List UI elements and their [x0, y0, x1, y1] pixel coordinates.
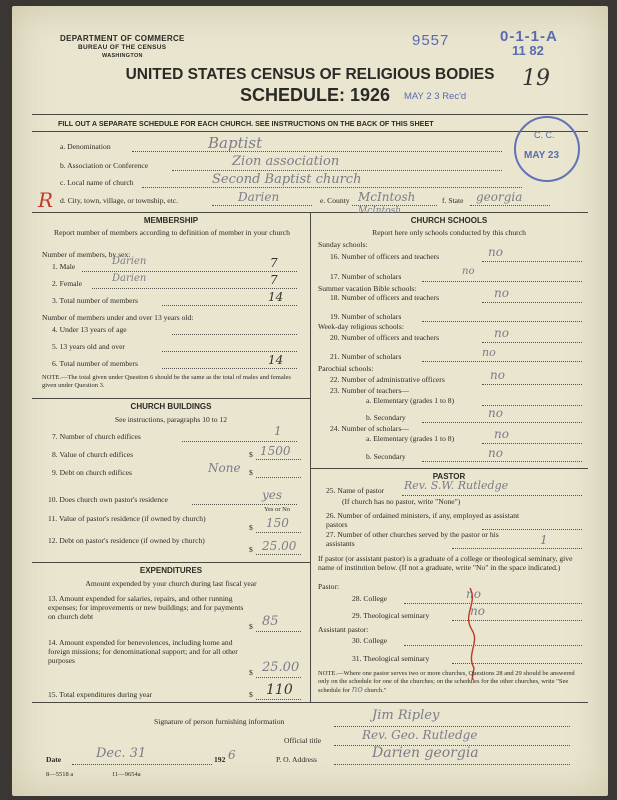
q2-female-label: 2. Female [52, 279, 82, 288]
q8-value-label: 8. Value of church edifices [52, 450, 134, 459]
form-code: 8—5518 a [46, 771, 74, 778]
weekday-schools-label: Week-day religious schools: [318, 322, 404, 331]
q26-label: 26. Number of ordained ministers, if any, employed as assistant pastors [326, 511, 520, 529]
q10-residence-value: yes [262, 488, 283, 502]
signature-value: Jim Ripley [372, 708, 440, 723]
assistant-pastor-label: Assistant pastor: [318, 625, 369, 634]
official-title-value: Rev. Geo. Rutledge [362, 728, 478, 742]
q29-value: no [470, 604, 485, 618]
q28-value: no [466, 587, 481, 601]
signature-label: Signature of person furnishing information [154, 717, 285, 726]
summer-schools-label: Summer vacation Bible schools: [318, 284, 417, 293]
members-by-sex-label: Number of members, by sex: [42, 250, 131, 259]
instruction-banner: FILL OUT A SEPARATE SCHEDULE FOR EACH CHURCH. SEE INSTRUCTIONS ON THE BACK OF THIS SHEET [58, 119, 434, 128]
po-address-label: P. O. Address [276, 755, 317, 764]
schedule-title: SCHEDULE: 1926 [240, 85, 391, 105]
q21-value: no [482, 346, 496, 359]
q17-value: no [462, 266, 475, 277]
buildings-subtitle: See instructions, paragraphs 10 to 12 [114, 415, 228, 424]
q9-debt-label: 9. Debt on church edifices [52, 468, 132, 477]
po-address-value: Darien georgia [372, 745, 479, 761]
association-label: b. Association or Conference [60, 161, 149, 170]
q1-note: Darien [112, 256, 147, 267]
denomination-label: a. Denomination [60, 142, 111, 151]
parochial-schools-label: Parochial schools: [318, 364, 374, 373]
yes-no-hint: Yes or No [264, 506, 291, 513]
q17-label: 17. Number of scholars [330, 272, 402, 281]
q7-edifices-value: 1 [274, 424, 282, 438]
q27-value: 1 [540, 533, 548, 547]
state-label: f. State [442, 196, 464, 205]
q24b-label: b. Secondary [366, 452, 406, 461]
q29-label: 29. Theological seminary [352, 611, 430, 620]
q11-pastor-residence-value-label: 11. Value of pastor's residence (if owned by church) [48, 514, 206, 523]
church-name-label: c. Local name of church [60, 178, 134, 187]
q20-label: 20. Number of officers and teachers [330, 333, 440, 342]
buildings-heading: CHURCH BUILDINGS [130, 402, 212, 411]
q18-label: 18. Number of officers and teachers [330, 293, 440, 302]
city-value: Darien [238, 190, 280, 204]
file-code: 0-1-1-A [500, 28, 558, 45]
q10-residence-label: 10. Does church own pastor's residence [48, 495, 168, 504]
q13-value: 85 [262, 614, 279, 629]
state-value: georgia [476, 190, 523, 204]
q15-value: 110 [266, 682, 293, 698]
church-name-value: Second Baptist church [212, 172, 362, 187]
q21-label: 21. Number of scholars [330, 352, 402, 361]
q27-label: 27. Number of other churches served by the pastor or his assistants [326, 530, 499, 548]
q15-label: 15. Total expenditures during year [48, 690, 153, 699]
q7-edifices-label: 7. Number of church edifices [52, 432, 141, 441]
q22-value: no [490, 368, 505, 382]
q12-value: 25.00 [262, 539, 297, 553]
county-value: McIntosh [358, 190, 416, 204]
year-suffix: 6 [228, 748, 236, 762]
year-prefix: 192 [214, 755, 226, 764]
q30-label: 30. College [352, 636, 388, 645]
q20-value: no [494, 326, 509, 340]
q25-value: Rev. S.W. Rutledge [404, 479, 509, 492]
department-name: DEPARTMENT OF COMMERCE [60, 34, 185, 43]
q6-total-value: 14 [268, 353, 284, 367]
sunday-schools-label: Sunday schools: [318, 240, 368, 249]
q5-over13-label: 5. 13 years old and over [52, 342, 125, 351]
denomination-value: Baptist [208, 134, 263, 152]
q16-value: no [488, 245, 503, 259]
city-name: WASHINGTON [102, 53, 143, 59]
age-header: Number of members under and over 13 years old: [42, 313, 194, 322]
red-pen-mark [452, 584, 492, 684]
schools-subtitle: Report here only schools conducted by this church [372, 228, 526, 237]
q1-male-value: 7 [270, 256, 278, 270]
q2-female-value: 7 [270, 273, 278, 287]
q23-label: 23. Number of teachers— [330, 386, 409, 395]
date-label: Date [46, 755, 62, 764]
q25-label: 25. Name of pastor [326, 486, 385, 495]
bureau-name: BUREAU OF THE CENSUS [78, 44, 167, 51]
q24a-label: a. Elementary (grades 1 to 8) [366, 434, 455, 443]
q24a-value: no [494, 427, 509, 441]
form-code-secondary: 11—9654a [112, 771, 141, 778]
form-title: UNITED STATES CENSUS OF RELIGIOUS BODIES [125, 66, 495, 83]
q12-pastor-residence-debt-label: 12. Debt on pastor's residence (if owned by church) [48, 536, 205, 545]
q18-value: no [494, 286, 509, 300]
q31-label: 31. Theological seminary [352, 654, 430, 663]
margin-mark: R [38, 188, 54, 212]
q4-under13-label: 4. Under 13 years of age [52, 325, 127, 334]
q23b-label: b. Secondary [366, 413, 406, 422]
official-title-label: Official title [284, 736, 322, 745]
file-code-second-line: 11 82 [512, 43, 544, 58]
census-schedule-sheet: DEPARTMENT OF COMMERCE BUREAU OF THE CENSUS WASHINGTON 9557 0-1-1-A 11 82 19 UNITED STATES CENSUS OF RELIGIOUS BODIES SCHEDULE: 1926 MAY 2 3 Rec'd FILL OUT A SEPARATE SCHEDULE FOR EACH CHURCH. SEE INSTRUCTIONS ON THE BACK OF THIS SHEET C. C. MAY 23 R a. Denomination Baptist b. Association or Conference Zion association c. Local name of church Second Baptist church d. City, town, village, or township, etc. Darien e. County McIntosh f. State georgia MEMBERSHIP Report number of members according to definition of member in your church Number of members, by sex: 1. Male Darien 7 2. Female Darien 7 3. Total number of members 14 Number of members under and over 13 years old: 4. Under 13 years of age 5. 13 years old and over 6. Total number of members 14 NOTE.—The total given under Question 6 should be the same as the total of males and females given under Question 3. CHURCH BUILDINGS See instructions, paragraphs 10 to 12 7. Number of church edifices 1 8. Value of church edifices $ 1500 9. Debt on church edifices None $ 10. Does church own pastor's residence yes Yes or No 11. Value of pastor's residence (if owned by church) $ 150 12. Debt on pastor's residence (if owned by church) $ 25.00 EXPENDITURES Amount expended by your church during last fiscal year 13. Amount expended for salaries, repairs, and other running expenses; for improvements or new buildings; and for payments on church debt $ 85 14. Amount expended for benevolences, including home and foreign missions; for denominational support; and for all other purposes $ 25.00 15. Total expenditures during year $ 110 McIntosh CHURCH SCHOOLS Report here only schools conducted by this church Sunday schools: 16. Number of officers and teachers no 17. Number of scholars no Summer vacation Bible schools: 18. Number of officers and teachers no 19. Number of scholars Week-day religious schools: 20. Number of officers and teachers no 21. Number of scholars no Parochial schools: 22. Number of administrative officers no 23. Number of teachers— a. Elementary (grades 1 to 8) b. Secondary no 24. Number of scholars— a. Elementary (grades 1 to 8) no b. Secondary no PASTOR 25. Name of pastor Rev. S.W. Rutledge (If church has no pastor, write "None") 26. Number of ordained ministers, if any, employed as assistant pastors 27. Number of other churches served by the pastor or his assistants 1 If pastor (or assistant pastor) is a graduate of a college or theological seminary, give name of institution below. (If not a graduate, write "No" in the space indicated.) Pastor: 28. College no 29. Theological seminary no Assistant pastor: 30. College 31. Theological seminary NOTE.—Where one pastor serves two or more churches, Questions 28 and 29 should be answered only on the schedule for one of the churches; on the schedules for the other churches, write "See schedule for no church." Signature of person furnishing information Jim Ripley Official title Rev. Geo. Rutledge Date Dec. 31 192 6 P. O. Address Darien georgia 8—5518 a 11—9654a [12, 6, 608, 796]
q2-note: Darien [112, 273, 147, 284]
membership-heading: MEMBERSHIP [143, 216, 199, 225]
pastor-heading: PASTOR [432, 472, 466, 481]
date-value: Dec. 31 [96, 746, 147, 761]
q11-value: 150 [266, 516, 289, 530]
q3-total-value: 14 [268, 290, 284, 304]
q3-total-label: 3. Total number of members [52, 296, 139, 305]
q25-note: (If church has no pastor, write "None") [342, 497, 461, 506]
q23b-value: no [488, 406, 503, 420]
q14-value: 25.00 [262, 660, 300, 675]
q6-total-label: 6. Total number of members [52, 359, 139, 368]
received-circle-stamp: C. C. MAY 23 [514, 116, 580, 182]
q28-label: 28. College [352, 594, 388, 603]
q13-label: 13. Amount expended for salaries, repairs, and other running expenses; for improvements or new buildings; and for payments on church debt [48, 594, 244, 621]
q14-label: 14. Amount expended for benevolences, including home and foreign missions; for denominational support; and for all other purposes [48, 638, 238, 665]
q23a-label: a. Elementary (grades 1 to 8) [366, 396, 455, 405]
graduate-note: If pastor (or assistant pastor) is a graduate of a college or theological seminary, give name of institution below. (If not a graduate, write "No" in the space indicated.) [318, 554, 573, 572]
q22-label: 22. Number of administrative officers [330, 375, 445, 384]
q9-debt-value: None [208, 461, 241, 475]
q19-label: 19. Number of scholars [330, 312, 402, 321]
expenditures-subtitle: Amount expended by your church during last fiscal year [85, 579, 257, 588]
membership-intro: Report number of members according to definition of member in your church [54, 228, 290, 237]
county-label: e. County [320, 196, 350, 205]
q24b-value: no [488, 446, 503, 460]
expenditures-heading: EXPENDITURES [139, 566, 203, 575]
membership-note: NOTE.—The total given under Question 6 should be the same as the total of males and females given under Question 3. [42, 374, 291, 389]
handwritten-number: 19 [522, 66, 550, 91]
pastor-note: NOTE.—Where one pastor serves two or more churches, Questions 28 and 29 should be answered only on the schedule for one of the churches; on the schedules for the other churches, write "See schedule for no church." [318, 670, 575, 695]
q16-label: 16. Number of officers and teachers [330, 252, 440, 261]
pastor-label: Pastor: [318, 582, 340, 591]
county-correction: McIntosh [358, 206, 402, 216]
received-stamp: MAY 2 3 Rec'd [404, 91, 467, 102]
association-value: Zion association [232, 154, 340, 169]
city-label: d. City, town, village, or township, etc. [60, 196, 179, 205]
serial-number: 9557 [412, 32, 450, 49]
q8-value: 1500 [260, 444, 291, 458]
church-schools-heading: CHURCH SCHOOLS [410, 216, 488, 225]
q24-label: 24. Number of scholars— [330, 424, 409, 433]
q1-male-label: 1. Male [52, 262, 76, 271]
